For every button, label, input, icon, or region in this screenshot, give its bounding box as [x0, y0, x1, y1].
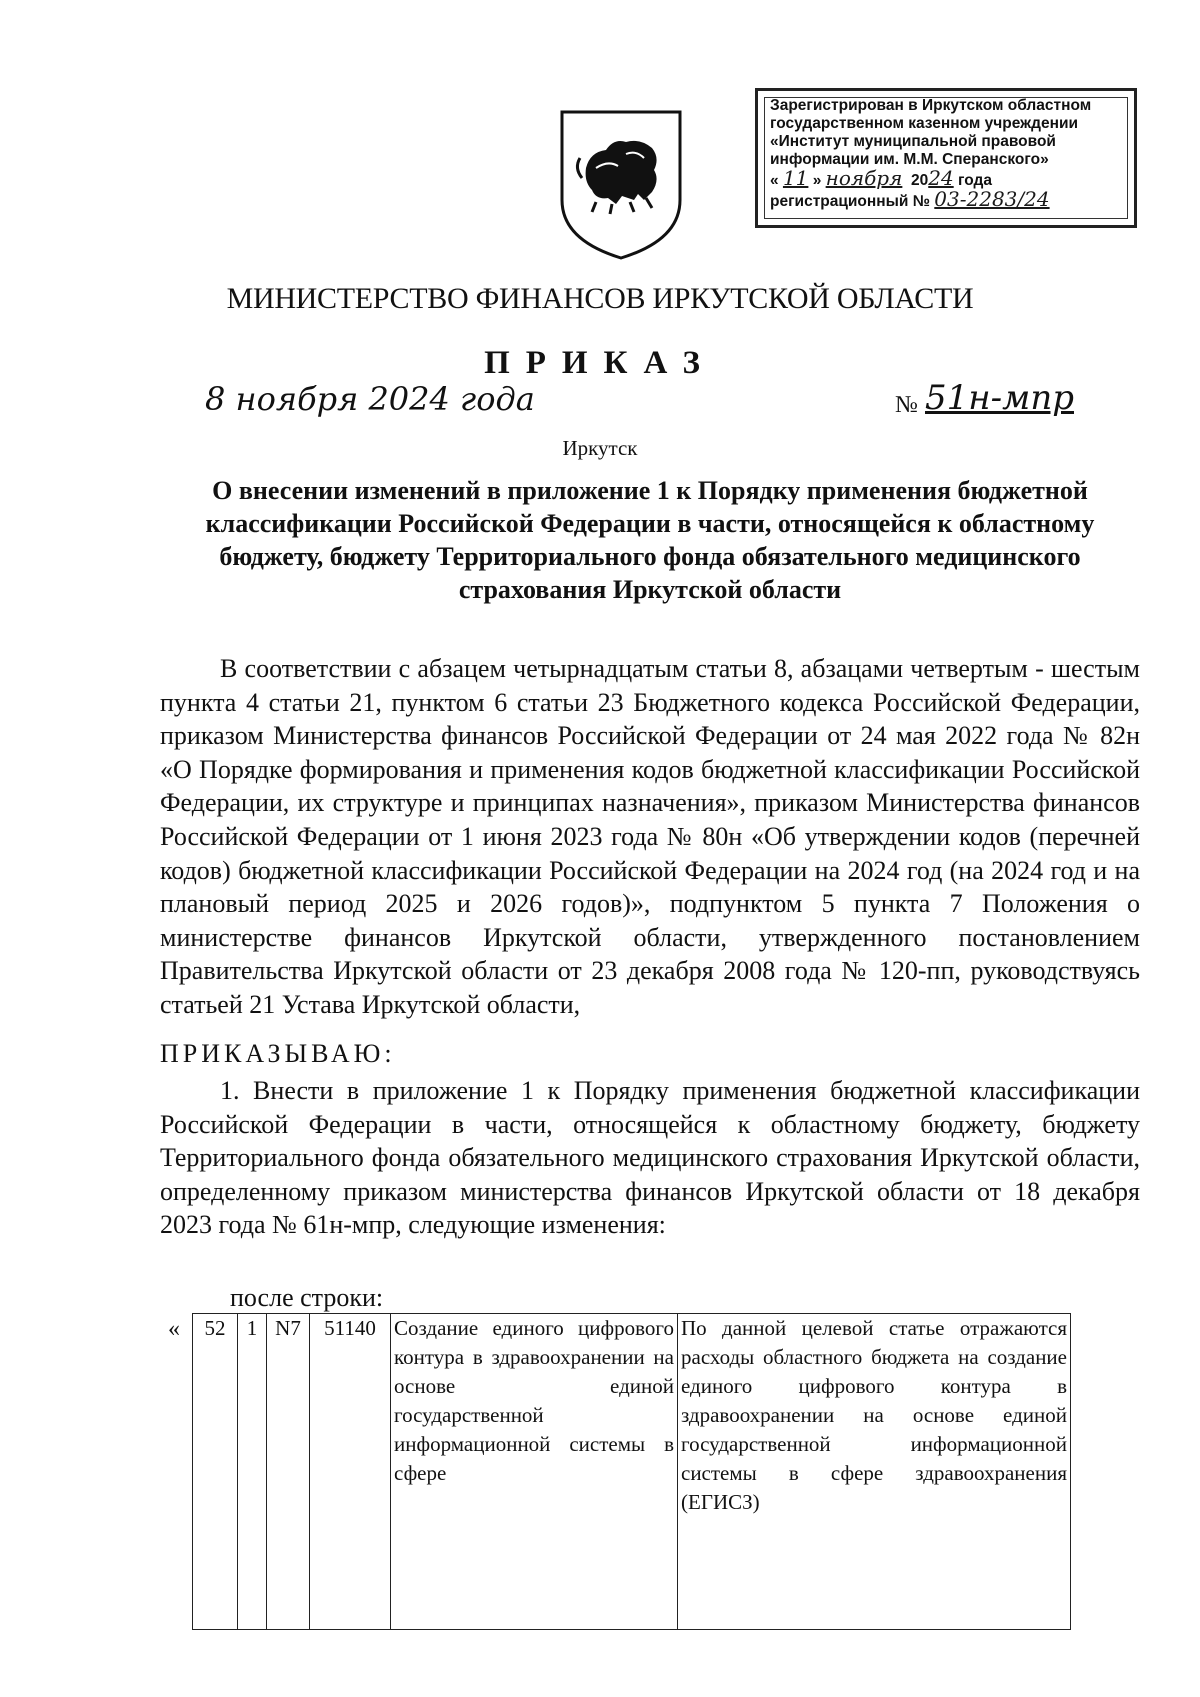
cell-code-2: 1 — [238, 1314, 267, 1630]
registration-stamp — [755, 88, 1137, 228]
preamble-paragraph: В соответствии с абзацем четырнадцатым статьи 8, абзацами четвертым - шестым пункта 4 статьи 21, пунктом 6 статьи 23 Бюджетного кодекса Российской Федерации, приказом Министерства финансов Российской Федерации от 24 мая 2022 года № 82н «О Порядке формирования и применения кодов бюджетной классификации Российской Федерации, их структуре и принципах назначения», приказом Министерства финансов Российской Федерации от 1 июня 2023 года № 80н «Об утверждении кодов (перечней кодов) бюджетной классификации Российской Федерации на 2024 год (на 2024 год и на плановый период 2025 и 2026 годов)», подпунктом 5 пункта 7 Положения о министерстве финансов Иркутской области, утвержденного постановлением Правительства Иркутской области от 23 декабря 2008 года № 120-пп, руководствуясь статьей 21 Устава Иркутской области, — [160, 654, 1140, 1019]
stamp-date-day: 11 — [782, 166, 809, 190]
stamp-date-suffix: года — [958, 172, 992, 189]
stamp-date-year: 24 — [928, 166, 954, 190]
cell-code-1: 52 — [193, 1314, 238, 1630]
handwritten-date: 8 ноября 2024 года — [205, 380, 535, 418]
quote-open-mark: « — [168, 1316, 180, 1342]
stamp-line-2: государственном казенном учреждении — [770, 115, 1079, 132]
document-title: О внесении изменений в приложение 1 к Порядку применения бюджетной классификации Российской Федерации в части, относящейся к областному бюджету, бюджету Территориального фонда обязательного медицинского страхования Иркутской области — [205, 476, 1095, 604]
budget-code-table — [192, 1313, 1071, 1630]
stamp-reg-number: 03-2283/24 — [934, 187, 1050, 211]
after-row-label: после строки: — [230, 1283, 384, 1312]
coat-of-arms-emblem — [556, 108, 686, 260]
ministry-name: МИНИСТЕРСТВО ФИНАНСОВ ИРКУТСКОЙ ОБЛАСТИ — [226, 282, 974, 315]
table-row — [193, 1314, 1071, 1630]
handwritten-number: 51н-мпр — [925, 378, 1074, 418]
cell-name: Создание единого цифрового контура в здравоохранении на основе единой государственной информационной системы в сфере — [391, 1314, 678, 1630]
stamp-date-month: ноября — [825, 166, 903, 190]
document-type: ПРИКАЗ — [484, 345, 716, 381]
cell-description: По данной целевой статье отражаются расходы областного бюджета на создание единого цифрового контура в здравоохранении на основе единой государственной информационной системы в сфере здравоохранения (ЕГИСЗ) — [678, 1314, 1071, 1630]
stamp-reg-label: регистрационный № — [770, 193, 930, 210]
stamp-line-3: «Институт муниципальной правовой — [770, 133, 1056, 150]
cell-code-3: N7 — [267, 1314, 310, 1630]
number-label: № — [895, 392, 918, 418]
order-word: ПРИКАЗЫВАЮ: — [160, 1039, 396, 1068]
item-1-paragraph: 1. Внести в приложение 1 к Порядку применения бюджетной классификации Российской Федерации в части, относящейся к областному бюджету, бюджету Территориального фонда обязательного медицинского страхования Иркутской области, определенному приказом министерства финансов Иркутской области от 18 декабря 2023 года № 61н-мпр, следующие изменения: — [160, 1076, 1140, 1240]
stamp-line-1: Зарегистрирован в Иркутском областном — [770, 97, 1092, 114]
stamp-date-close-quote: » — [812, 172, 822, 189]
stamp-date-year-prefix: 20 — [910, 172, 929, 189]
stamp-reg-line — [770, 187, 1128, 211]
stamp-line-4: информации им. М.М. Сперанского» — [770, 151, 1049, 168]
cell-code-4: 51140 — [310, 1314, 391, 1630]
city-name: Иркутск — [562, 436, 638, 460]
stamp-date-open-quote: « — [770, 172, 779, 189]
